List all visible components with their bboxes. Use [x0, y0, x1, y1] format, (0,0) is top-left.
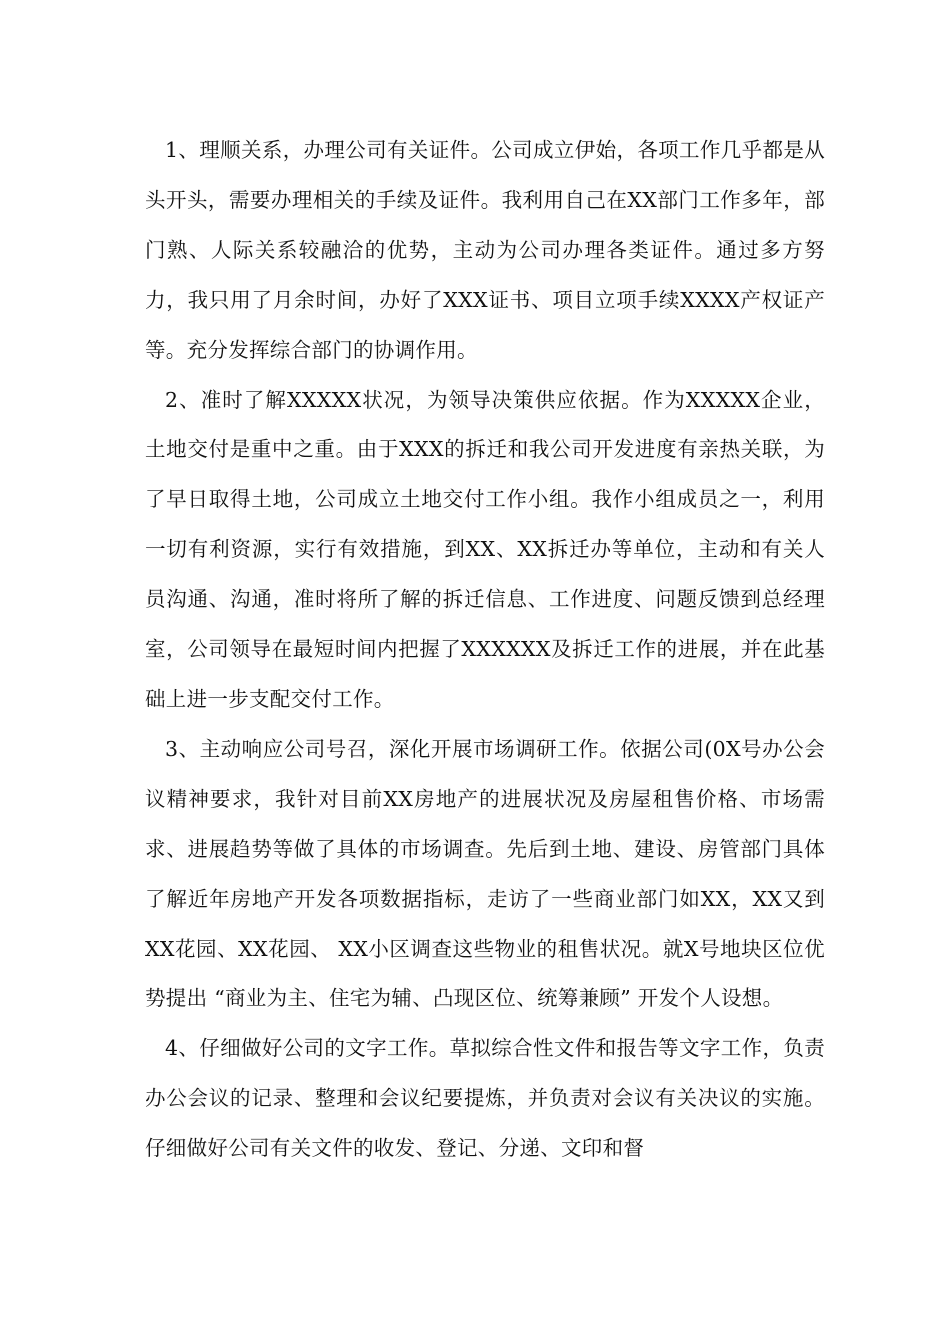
document-body [145, 126, 825, 1174]
paragraph-2: 2、准时了解XXXXX状况，为领导决策供应依据。作为XXXXX企业，土地交付是重中之重。由于XXX的拆迁和我公司开发进度有亲热关联，为了早日取得土地，公司成立土地交付工作小组。我作小组成员之一，利用一切有利资源，实行有效措施，到XX、XX拆迁办等单位，主动和有关人员沟通、沟通，准时将所了解的拆迁信息、工作进度、问题反馈到总经理室，公司领导在最短时间内把握了XXXXXX及拆迁工作的进展，并在此基础上进一步支配交付工作。 [145, 387, 825, 711]
paragraph-1: 1、理顺关系，办理公司有关证件。公司成立伊始，各项工作几乎都是从头开头，需要办理相关的手续及证件。我利用自己在XX部门工作多年，部门熟、人际关系较融洽的优势，主动为公司办理各类证件。通过多方努力，我只用了月余时间，办好了XXX证书、项目立项手续XXXX产权证产等。充分发挥综合部门的协调作用。 [145, 138, 825, 362]
paragraph-3: 3、主动响应公司号召，深化开展市场调研工作。依据公司(0X号办公会议精神要求，我针对目前XX房地产的进展状况及房屋租售价格、市场需求、进展趋势等做了具体的市场调查。先后到土地、建设、房管部门具体了解近年房地产开发各项数据指标，走访了一些商业部门如XX，XX又到XX花园、XX花园、 XX小区调查这些物业的租售状况。就X号地块区位优势提出 “商业为主、住宅为辅、凸现区位、统筹兼顾” 开发个人设想。 [145, 736, 825, 1011]
paragraph-4: 4、仔细做好公司的文字工作。草拟综合性文件和报告等文字工作，负责办公会议的记录、整理和会议纪要提炼，并负责对会议有关决议的实施。仔细做好公司有关文件的收发、登记、分递、文印和督 [145, 1036, 825, 1161]
